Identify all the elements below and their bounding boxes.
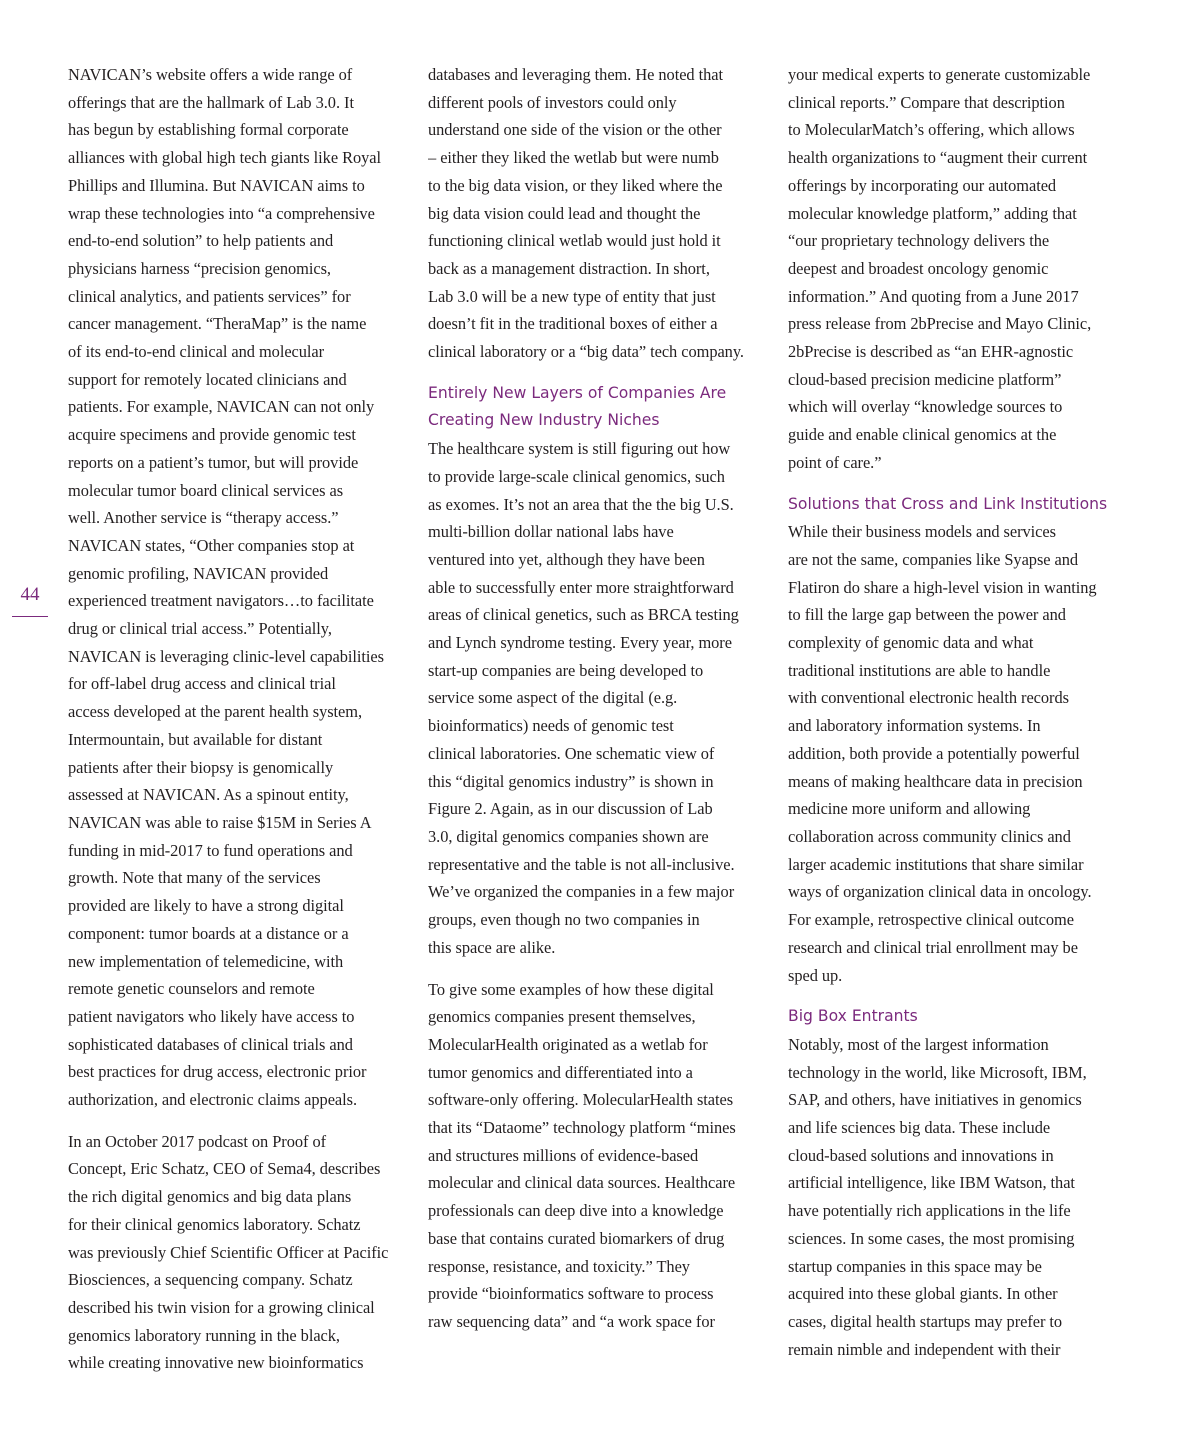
text-line: new implementation of telemedicine, with [68, 951, 344, 971]
text-line: which will overlay “knowledge sources to [788, 397, 1063, 417]
text-line: software-only offering. MolecularHealth states [428, 1090, 734, 1110]
text-line: growth. Note that many of the services [68, 868, 321, 888]
text-line: Intermountain, but available for distant [68, 729, 323, 749]
text-line: sciences. In some cases, the most promising [788, 1228, 1075, 1248]
text-line: startup companies in this space may be [788, 1256, 1042, 1276]
text-line: Notably, most of the largest information [788, 1034, 1049, 1054]
text-line: collaboration across community clinics and [788, 826, 1071, 846]
text-line: complexity of genomic data and what [788, 633, 1034, 653]
page-number-rule [12, 616, 48, 617]
text-line: able to successfully enter more straightforward [428, 577, 734, 597]
text-line: offerings by incorporating our automated [788, 175, 1057, 195]
text-line: research and clinical trial enrollment may be [788, 937, 1078, 957]
heading-line: Solutions that Cross and Link Institutions [788, 494, 1108, 513]
text-line: Phillips and Illumina. But NAVICAN aims to [68, 175, 365, 195]
text-line: patients after their biopsy is genomically [68, 757, 334, 777]
text-line: cancer management. “TheraMap” is the name [68, 314, 367, 334]
text-line: health organizations to “augment their current [788, 148, 1088, 168]
text-line: different pools of investors could only [428, 92, 677, 112]
text-line: deepest and broadest oncology genomic [788, 258, 1049, 278]
heading-line: Entirely New Layers of Companies Are [428, 383, 727, 402]
text-line: back as a management distraction. In short, [428, 258, 710, 278]
text-line: molecular and clinical data sources. Healthcare [428, 1173, 736, 1193]
text-line: patient navigators who likely have access to [68, 1006, 355, 1026]
text-line: molecular knowledge platform,” adding that [788, 203, 1077, 223]
text-line: cases, digital health startups may prefer to [788, 1311, 1063, 1331]
text-line: tumor genomics and differentiated into a [428, 1062, 693, 1082]
text-line: Figure 2. Again, as in our discussion of Lab [428, 799, 713, 819]
text-line: NAVICAN was able to raise $15M in Series A [68, 812, 372, 832]
text-line: your medical experts to generate customizable [788, 65, 1091, 84]
text-line: Lab 3.0 will be a new type of entity that just [428, 286, 716, 306]
text-line: was previously Chief Scientific Officer at Pacific [68, 1242, 389, 1262]
text-line: SAP, and others, have initiatives in genomics [788, 1090, 1082, 1110]
text-line: have potentially rich applications in the life [788, 1201, 1071, 1221]
text-line: are not the same, companies like Syapse and [788, 549, 1079, 569]
text-line: cloud-based solutions and innovations in [788, 1145, 1054, 1165]
text-line: groups, even though no two companies in [428, 910, 700, 930]
text-line: and Lynch syndrome testing. Every year, more [428, 633, 732, 653]
text-line: support for remotely located clinicians and [68, 369, 347, 389]
text-line: to MolecularMatch’s offering, which allows [788, 120, 1075, 140]
text-line: raw sequencing data” and “a work space for [428, 1311, 715, 1331]
text-line: acquire specimens and provide genomic test [68, 425, 356, 445]
text-line: base that contains curated biomarkers of drug [428, 1228, 725, 1248]
text-line: understand one side of the vision or the other [428, 120, 722, 140]
text-line: and laboratory information systems. In [788, 716, 1041, 736]
text-line: and structures millions of evidence-based [428, 1145, 699, 1165]
text-line: patients. For example, NAVICAN can not only [68, 397, 375, 417]
text-line: sped up. [788, 965, 843, 985]
text-line: and life sciences big data. These include [788, 1118, 1051, 1138]
section-heading [788, 1003, 1140, 1031]
text-line: alliances with global high tech giants like Royal [68, 148, 381, 168]
text-line: service some aspect of the digital (e.g. [428, 688, 678, 708]
text-line: access developed at the parent health system, [68, 702, 363, 722]
section-heading [428, 380, 776, 435]
text-line: start-up companies are being developed to [428, 660, 704, 680]
text-line: genomics companies present themselves, [428, 1007, 696, 1027]
text-line: provided are likely to have a strong digital [68, 896, 344, 916]
text-line: medicine more uniform and allowing [788, 799, 1031, 819]
text-line: of its end-to-end clinical and molecular [68, 342, 325, 362]
paragraph [788, 1031, 1140, 1363]
text-line: Concept, Eric Schatz, CEO of Sema4, describes [68, 1159, 381, 1179]
text-line: 3.0, digital genomics companies shown are [428, 826, 709, 846]
text-line: doesn’t fit in the traditional boxes of either a [428, 314, 718, 334]
text-line: means of making healthcare data in precision [788, 771, 1083, 791]
text-line: this space are alike. [428, 937, 556, 957]
text-line: that its “Dataome” technology platform “mines [428, 1118, 736, 1138]
text-line: For example, retrospective clinical outcome [788, 910, 1074, 930]
text-line: drug or clinical trial access.” Potentially, [68, 619, 332, 639]
text-line: “our proprietary technology delivers the [788, 231, 1050, 251]
text-column-2 [428, 61, 776, 1431]
text-line: funding in mid-2017 to fund operations and [68, 840, 353, 860]
text-line: NAVICAN is leveraging clinic-level capabilities [68, 646, 384, 666]
text-line: bioinformatics) needs of genomic test [428, 716, 674, 736]
text-line: – either they liked the wetlab but were numb [428, 148, 719, 168]
text-line: representative and the table is not all-inclusive. [428, 854, 735, 874]
text-line: technology in the world, like Microsoft, IBM, [788, 1062, 1087, 1082]
text-line: genomic profiling, NAVICAN provided [68, 563, 329, 583]
heading-line: Big Box Entrants [788, 1007, 918, 1026]
text-line: Flatiron do share a high-level vision in wanting [788, 577, 1097, 597]
text-line: artificial intelligence, like IBM Watson, that [788, 1173, 1075, 1193]
text-line: remain nimble and independent with their [788, 1339, 1061, 1359]
text-line: MolecularHealth originated as a wetlab for [428, 1034, 708, 1054]
text-line: press release from 2bPrecise and Mayo Clinic, [788, 314, 1092, 334]
text-column-1 [68, 61, 420, 1431]
text-line: clinical analytics, and patients services” for [68, 286, 351, 306]
text-line: experienced treatment navigators…to facilitate [68, 591, 374, 611]
text-line: to fill the large gap between the power and [788, 605, 1066, 625]
page-number: 44 [20, 584, 40, 605]
text-line: larger academic institutions that share similar [788, 854, 1084, 874]
text-line: databases and leveraging them. He noted that [428, 65, 724, 84]
paragraph [788, 518, 1140, 989]
text-line: with conventional electronic health records [788, 688, 1069, 708]
text-line: NAVICAN states, “Other companies stop at [68, 535, 355, 555]
text-line: information.” And quoting from a June 2017 [788, 286, 1079, 306]
text-line: response, resistance, and toxicity.” They [428, 1256, 690, 1276]
text-line: clinical laboratory or a “big data” tech company. [428, 342, 744, 362]
paragraph [428, 976, 776, 1336]
text-line: traditional institutions are able to handle [788, 660, 1051, 680]
text-line: Biosciences, a sequencing company. Schatz [68, 1270, 353, 1290]
text-line: this “digital genomics industry” is shown in [428, 771, 714, 791]
text-line: sophisticated databases of clinical trials and [68, 1034, 353, 1054]
text-line: molecular tumor board clinical services as [68, 480, 344, 500]
text-line: component: tumor boards at a distance or a [68, 923, 349, 943]
text-line: clinical reports.” Compare that description [788, 92, 1065, 112]
text-line: areas of clinical genetics, such as BRCA testing [428, 605, 739, 625]
text-line: end-to-end solution” to help patients and [68, 231, 334, 251]
text-line: While their business models and services [788, 522, 1056, 542]
text-line: assessed at NAVICAN. As a spinout entity, [68, 785, 349, 805]
text-line: has begun by establishing formal corporate [68, 120, 349, 140]
text-line: while creating innovative new bioinformatics [68, 1353, 364, 1373]
text-line: clinical laboratories. One schematic view of [428, 743, 715, 763]
text-line: genomics laboratory running in the black, [68, 1325, 340, 1345]
text-line: guide and enable clinical genomics at the [788, 425, 1057, 445]
heading-line: Creating New Industry Niches [428, 411, 660, 430]
text-line: addition, both provide a potentially powerful [788, 743, 1080, 763]
section-heading [788, 491, 1140, 519]
text-line: as exomes. It’s not an area that the the big U.S. [428, 494, 734, 514]
text-line: ways of organization clinical data in oncology. [788, 882, 1092, 902]
text-line: the rich digital genomics and big data plans [68, 1187, 352, 1207]
paragraph [428, 61, 776, 366]
text-line: In an October 2017 podcast on Proof of [68, 1131, 327, 1151]
text-line: described his twin vision for a growing clinical [68, 1297, 375, 1317]
text-line: The healthcare system is still figuring out how [428, 439, 731, 459]
paragraph [428, 435, 776, 961]
paragraph [788, 61, 1140, 477]
text-line: multi-billion dollar national labs have [428, 522, 674, 542]
paragraph [68, 61, 420, 1114]
text-line: offerings that are the hallmark of Lab 3.0. It [68, 92, 354, 112]
paragraph [68, 1128, 420, 1377]
text-line: functioning clinical wetlab would just hold it [428, 231, 721, 251]
text-line: provide “bioinformatics software to process [428, 1284, 714, 1304]
text-line: cloud-based precision medicine platform” [788, 369, 1062, 389]
text-column-3 [788, 61, 1140, 1431]
text-line: wrap these technologies into “a comprehensive [68, 203, 375, 223]
text-line: ventured into yet, although they have been [428, 549, 705, 569]
text-line: point of care.” [788, 452, 882, 472]
text-line: reports on a patient’s tumor, but will provide [68, 452, 359, 472]
text-line: remote genetic counselors and remote [68, 979, 315, 999]
text-line: for off-label drug access and clinical trial [68, 674, 336, 694]
text-line: to the big data vision, or they liked where the [428, 175, 723, 195]
text-line: authorization, and electronic claims appeals. [68, 1090, 358, 1110]
text-line: big data vision could lead and thought the [428, 203, 701, 223]
text-line: We’ve organized the companies in a few major [428, 882, 735, 902]
text-line: best practices for drug access, electronic prior [68, 1062, 367, 1082]
text-line: acquired into these global giants. In other [788, 1284, 1058, 1304]
text-line: 2bPrecise is described as “an EHR-agnostic [788, 342, 1074, 362]
text-line: NAVICAN’s website offers a wide range of [68, 65, 353, 84]
text-line: well. Another service is “therapy access.” [68, 508, 339, 528]
text-line: To give some examples of how these digital [428, 979, 714, 999]
text-line: professionals can deep dive into a knowledge [428, 1201, 724, 1221]
text-line: for their clinical genomics laboratory. Schatz [68, 1214, 361, 1234]
text-line: to provide large-scale clinical genomics, such [428, 466, 725, 486]
text-line: physicians harness “precision genomics, [68, 258, 331, 278]
